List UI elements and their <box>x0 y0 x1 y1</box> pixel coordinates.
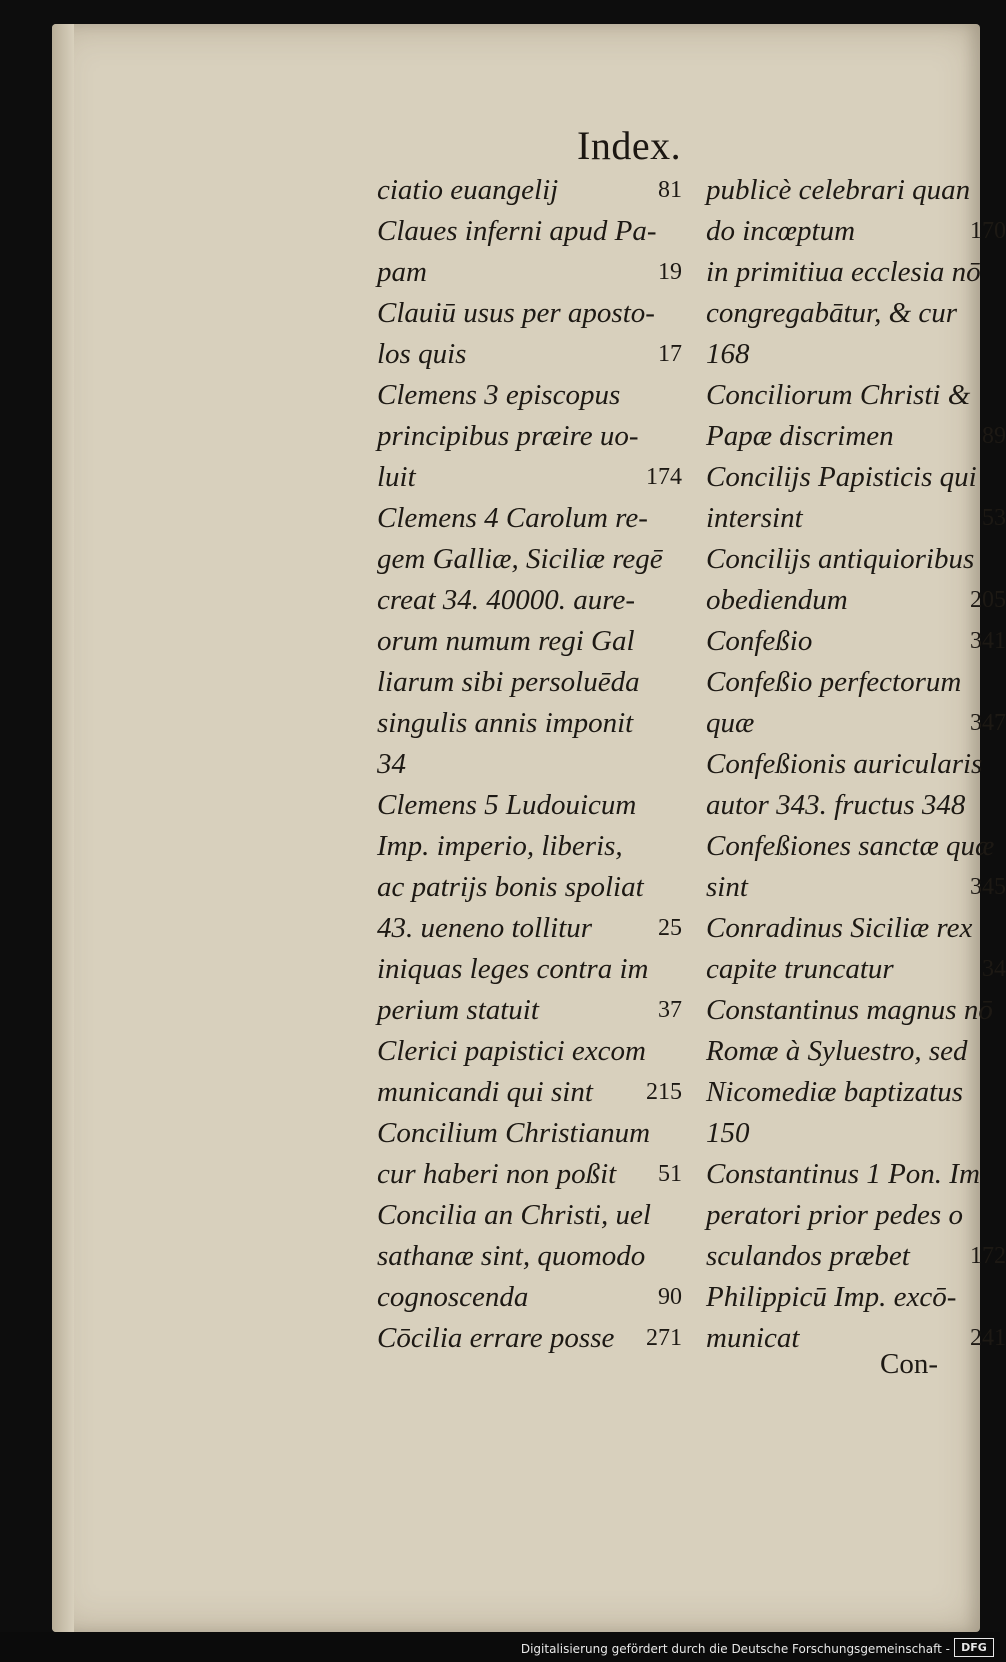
entry-text: Confeßiones sanctæ quæ <box>706 830 995 862</box>
page-reference: 170 <box>970 218 1006 244</box>
entry-text: Confeßio perfectorum <box>706 666 962 698</box>
entry-text: quæ <box>706 707 755 739</box>
page-reference: 51 <box>658 1161 682 1187</box>
entry-text: gem Galliæ, Siciliæ regē <box>377 543 663 575</box>
entry-text: iniquas leges contra im <box>377 953 649 985</box>
index-entry-line <box>377 744 682 785</box>
entry-text: ac patrijs bonis spoliat <box>377 871 644 903</box>
index-entry-line <box>377 375 682 416</box>
index-entry-line <box>706 908 1006 949</box>
index-entry-line <box>706 1195 1006 1236</box>
entry-text: creat 34. 40000. aure- <box>377 584 635 616</box>
index-entry-line <box>377 457 682 498</box>
entry-text: Clauiū usus per aposto- <box>377 297 655 329</box>
entry-text: peratori prior pedes o <box>706 1199 963 1231</box>
entry-text: Clemens 4 Carolum re- <box>377 502 648 534</box>
page-reference: 341 <box>970 628 1006 654</box>
index-entry-line <box>377 580 682 621</box>
index-entry-line <box>706 1318 1006 1359</box>
index-entry-line <box>706 539 1006 580</box>
entry-text: Romæ à Syluestro, sed <box>706 1035 968 1067</box>
entry-text: Clemens 5 Ludouicum <box>377 789 637 821</box>
catchword: Con- <box>880 1348 938 1380</box>
index-entry-line <box>706 785 1006 826</box>
index-entry-line <box>706 1072 1006 1113</box>
index-entry-line <box>377 785 682 826</box>
index-entry-line <box>706 949 1006 990</box>
index-entry-line <box>377 170 682 211</box>
index-entry-line <box>706 252 1006 293</box>
index-entry-line <box>377 1031 682 1072</box>
index-entry-line <box>706 662 1006 703</box>
entry-text: Conradinus Siciliæ rex <box>706 912 973 944</box>
index-entry-line <box>706 1154 1006 1195</box>
index-entry-line <box>706 744 1006 785</box>
index-entry-line <box>706 457 1006 498</box>
index-entry-line <box>706 498 1006 539</box>
index-entry-line <box>377 1236 682 1277</box>
entry-text: municat <box>706 1322 800 1354</box>
page-reference: 215 <box>646 1079 682 1105</box>
entry-text: principibus præire uo- <box>377 420 639 452</box>
index-entry-line <box>706 334 1006 375</box>
entry-text: cur haberi non poßit <box>377 1158 617 1190</box>
index-entry-line <box>377 703 682 744</box>
page-reference: 53 <box>982 505 1006 531</box>
index-entry-line <box>706 703 1006 744</box>
entry-text: singulis annis imponit <box>377 707 634 739</box>
entry-text: Confeßionis auricularis <box>706 748 983 780</box>
entry-text: Constantinus magnus nō <box>706 994 993 1026</box>
index-entry-line <box>377 416 682 457</box>
page-reference: 271 <box>646 1325 682 1351</box>
entry-text: do incœptum <box>706 215 856 247</box>
index-entry-line <box>377 867 682 908</box>
entry-text: 150 <box>706 1117 750 1149</box>
entry-text: municandi qui sint <box>377 1076 593 1108</box>
index-entry-line <box>377 1113 682 1154</box>
page-reference: 90 <box>658 1284 682 1310</box>
index-entry-line <box>377 539 682 580</box>
entry-text: Clemens 3 episcopus <box>377 379 621 411</box>
page-reference: 174 <box>646 464 682 490</box>
index-column-left <box>377 170 682 1359</box>
index-entry-line <box>377 211 682 252</box>
page-reference: 89 <box>982 423 1006 449</box>
index-entry-line <box>377 293 682 334</box>
index-entry-line <box>706 1236 1006 1277</box>
page-reference: 241 <box>970 1325 1006 1351</box>
entry-text: publicè celebrari quan <box>706 174 971 206</box>
index-entry-line <box>706 990 1006 1031</box>
page-reference: 172 <box>970 1243 1006 1269</box>
page-reference: 34 <box>982 956 1006 982</box>
entry-text: Imp. imperio, liberis, <box>377 830 623 862</box>
entry-text: Claues inferni apud Pa- <box>377 215 657 247</box>
index-entry-line <box>706 375 1006 416</box>
entry-text: Nicomediæ baptizatus <box>706 1076 963 1108</box>
index-entry-line <box>706 1277 1006 1318</box>
entry-text: Concilijs antiquioribus <box>706 543 975 575</box>
entry-text: liarum sibi persoluēda <box>377 666 640 698</box>
index-entry-line <box>706 293 1006 334</box>
index-entry-line <box>706 1031 1006 1072</box>
index-entry-line <box>377 252 682 293</box>
entry-text: ciatio euangelij <box>377 174 559 206</box>
entry-text: 168 <box>706 338 750 370</box>
entry-text: 43. ueneno tollitur <box>377 912 593 944</box>
entry-text: los quis <box>377 338 467 370</box>
index-entry-line <box>706 211 1006 252</box>
page-reference: 25 <box>658 915 682 941</box>
index-entry-line <box>706 170 1006 211</box>
entry-text: Concilium Christianum <box>377 1117 651 1149</box>
entry-text: autor 343. fructus 348 <box>706 789 966 821</box>
entry-text: Papæ discrimen <box>706 420 894 452</box>
page-reference: 19 <box>658 259 682 285</box>
index-entry-line <box>706 867 1006 908</box>
entry-text: Cōcilia errare posse <box>377 1322 615 1354</box>
index-entry-line <box>377 334 682 375</box>
entry-text: Conciliorum Christi & <box>706 379 971 411</box>
entry-text: pam <box>377 256 427 288</box>
index-entry-line <box>377 1277 682 1318</box>
index-column-right <box>706 170 1006 1359</box>
index-entry-line <box>377 1318 682 1359</box>
entry-text: luit <box>377 461 416 493</box>
index-entry-line <box>377 1072 682 1113</box>
entry-text: in primitiua ecclesia nō <box>706 256 981 288</box>
entry-text: sint <box>706 871 748 903</box>
entry-text: Constantinus 1 Pon. Im <box>706 1158 980 1190</box>
index-entry-line <box>377 826 682 867</box>
index-entry-line <box>706 416 1006 457</box>
entry-text: obediendum <box>706 584 848 616</box>
page-reference: 345 <box>970 874 1006 900</box>
entry-text: sculandos præbet <box>706 1240 910 1272</box>
entry-text: Philippicū Imp. excō- <box>706 1281 957 1313</box>
page-reference: 37 <box>658 997 682 1023</box>
page-reference: 347 <box>970 710 1006 736</box>
index-entry-line <box>377 621 682 662</box>
book-page <box>52 24 1006 1632</box>
index-entry-line <box>377 990 682 1031</box>
index-entry-line <box>377 949 682 990</box>
index-entry-line <box>706 580 1006 621</box>
index-entry-line <box>706 826 1006 867</box>
entry-text: Confeßio <box>706 625 813 657</box>
dfg-logo-icon: DFG <box>954 1638 994 1657</box>
index-entry-line <box>706 1113 1006 1154</box>
digitization-footer <box>0 1632 1000 1662</box>
entry-text: intersint <box>706 502 803 534</box>
index-entry-line <box>706 621 1006 662</box>
entry-text: capite truncatur <box>706 953 894 985</box>
entry-text: orum numum regi Gal <box>377 625 635 657</box>
page-reference: 17 <box>658 341 682 367</box>
entry-text: congregabātur, & cur <box>706 297 958 329</box>
index-entry-line <box>377 1195 682 1236</box>
running-head: Index. <box>577 123 682 168</box>
entry-text: Concilia an Christi, uel <box>377 1199 651 1231</box>
index-entry-line <box>377 1154 682 1195</box>
entry-text: 34 <box>377 748 406 780</box>
entry-text: Concilijs Papisticis qui <box>706 461 977 493</box>
entry-text: cognoscenda <box>377 1281 529 1313</box>
index-entry-line <box>377 662 682 703</box>
page-reference: 205 <box>970 587 1006 613</box>
page-reference: 81 <box>658 177 682 203</box>
funding-credit: Digitalisierung gefördert durch die Deutsche Forschungsgemeinschaft - <box>520 1642 950 1656</box>
entry-text: sathanæ sint, quomodo <box>377 1240 646 1272</box>
entry-text: perium statuit <box>377 994 539 1026</box>
index-entry-line <box>377 498 682 539</box>
entry-text: Clerici papistici excom <box>377 1035 646 1067</box>
index-entry-line <box>377 908 682 949</box>
